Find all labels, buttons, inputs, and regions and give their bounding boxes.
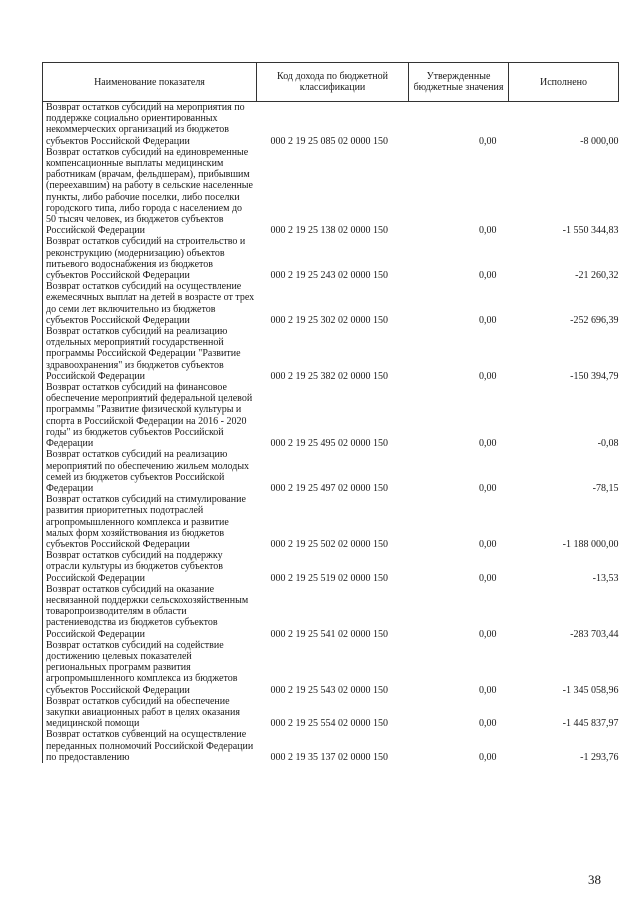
revenue-table — [42, 62, 619, 763]
table-row — [43, 696, 619, 730]
row-code: 000 2 19 25 382 02 0000 150 — [270, 370, 388, 382]
row-name: Возврат остатков субвенций на осуществление переданных полномочий Российской Федерации по предоставлению — [43, 729, 257, 763]
row-code: 000 2 19 35 137 02 0000 150 — [270, 751, 388, 763]
row-approved: 0,00 — [479, 135, 497, 147]
row-code: 000 2 19 25 243 02 0000 150 — [270, 270, 388, 282]
table-row — [43, 147, 619, 237]
table-header — [43, 63, 619, 102]
row-name: Возврат остатков субсидий на содействие достижению целевых показателей региональных программ развития агропромышленного комплекса из бюджетов субъектов Российской Федерации — [43, 640, 257, 696]
header-approved: Утвержденные бюджетные значения — [409, 63, 509, 102]
header-code: Код дохода по бюджетной классификации — [257, 63, 409, 102]
table-row — [43, 449, 619, 494]
row-approved: 0,00 — [479, 314, 497, 326]
row-name: Возврат остатков субсидий на мероприятия по поддержке социально ориентированных некоммерческих организаций из бюджетов субъектов Российской Федерации — [43, 102, 257, 147]
row-executed: -1 345 058,96 — [562, 684, 619, 696]
table-row — [43, 236, 619, 281]
row-name: Возврат остатков субсидий на стимулирование развития приоритетных подотраслей агропромышленного комплекса и развитие малых форм хозяйствования из бюджетов субъектов Российской Федерации — [43, 494, 257, 550]
row-approved: 0,00 — [479, 538, 497, 550]
row-approved: 0,00 — [479, 270, 497, 282]
row-approved: 0,00 — [479, 684, 497, 696]
row-executed: -283 703,44 — [570, 628, 619, 640]
row-name: Возврат остатков субсидий на поддержку отрасли культуры из бюджетов субъектов Российской Федерации — [43, 550, 257, 584]
row-code: 000 2 19 25 085 02 0000 150 — [270, 135, 388, 147]
table-body — [43, 102, 619, 763]
row-executed: -21 260,32 — [575, 270, 619, 282]
row-approved: 0,00 — [479, 225, 497, 237]
header-name: Наименование показателя — [43, 63, 257, 102]
table-row — [43, 382, 619, 449]
row-executed: -8 000,00 — [580, 135, 619, 147]
row-code: 000 2 19 25 519 02 0000 150 — [270, 572, 388, 584]
row-code: 000 2 19 25 502 02 0000 150 — [270, 538, 388, 550]
row-name: Возврат остатков субсидий на финансовое обеспечение мероприятий федеральной целевой программы "Развитие физической культуры и спорта в Российской Федерации на 2016 - 2020 годы" из бюджетов субъектов Российской Федерации — [43, 382, 257, 449]
row-executed: -13,53 — [592, 572, 619, 584]
row-approved: 0,00 — [479, 438, 497, 450]
row-code: 000 2 19 25 495 02 0000 150 — [270, 438, 388, 450]
header-executed: Исполнено — [509, 63, 619, 102]
row-code: 000 2 19 25 138 02 0000 150 — [270, 225, 388, 237]
table-row — [43, 584, 619, 640]
row-approved: 0,00 — [479, 751, 497, 763]
table-row — [43, 550, 619, 584]
row-code: 000 2 19 25 554 02 0000 150 — [270, 718, 388, 730]
table-row — [43, 326, 619, 382]
row-executed: -1 445 837,97 — [562, 718, 619, 730]
row-executed: -252 696,39 — [570, 314, 619, 326]
row-name: Возврат остатков субсидий на реализацию отдельных мероприятий государственной программы Российской Федерации "Развитие здравоохранения" из бюджетов субъектов Российской Федерации — [43, 326, 257, 382]
row-executed: -0,08 — [597, 438, 619, 450]
table-row — [43, 494, 619, 550]
row-approved: 0,00 — [479, 628, 497, 640]
table-row — [43, 102, 619, 147]
page-number: 38 — [588, 872, 601, 887]
row-name: Возврат остатков субсидий на оказание несвязанной поддержки сельскохозяйственным товаропроизводителям в области растениеводства из бюджетов субъектов Российской Федерации — [43, 584, 257, 640]
row-name: Возврат остатков субсидий на строительство и реконструкцию (модернизацию) объектов питьевого водоснабжения из бюджетов субъектов Российской Федерации — [43, 236, 257, 281]
row-approved: 0,00 — [479, 370, 497, 382]
row-code: 000 2 19 25 543 02 0000 150 — [270, 684, 388, 696]
row-executed: -150 394,79 — [570, 370, 619, 382]
row-name: Возврат остатков субсидий на единовременные компенсационные выплаты медицинским работникам (врачам, фельдшерам), прибывшим (переехавшим) на работу в сельские населенные пункты, либо рабочие поселки, либо поселки городского типа, либо города с населением до 50 тысяч человек, из бюджетов субъектов Российской Федерации — [43, 147, 257, 237]
row-approved: 0,00 — [479, 718, 497, 730]
row-code: 000 2 19 25 302 02 0000 150 — [270, 314, 388, 326]
table-row — [43, 281, 619, 326]
row-name: Возврат остатков субсидий на осуществление ежемесячных выплат на детей в возрасте от трех до семи лет включительно из бюджетов субъектов Российской Федерации — [43, 281, 257, 326]
table-row — [43, 729, 619, 763]
row-code: 000 2 19 25 541 02 0000 150 — [270, 628, 388, 640]
row-approved: 0,00 — [479, 572, 497, 584]
row-approved: 0,00 — [479, 482, 497, 494]
table-header-row — [43, 63, 619, 102]
row-code: 000 2 19 25 497 02 0000 150 — [270, 482, 388, 494]
row-executed: -1 293,76 — [580, 751, 619, 763]
row-executed: -1 188 000,00 — [562, 538, 619, 550]
row-executed: -1 550 344,83 — [562, 225, 619, 237]
row-name: Возврат остатков субсидий на реализацию мероприятий по обеспечению жильем молодых семей из бюджетов субъектов Российской Федерации — [43, 449, 257, 494]
row-name: Возврат остатков субсидий на обеспечение закупки авиационных работ в целях оказания медицинской помощи — [43, 696, 257, 730]
row-executed: -78,15 — [592, 482, 619, 494]
table-row — [43, 640, 619, 696]
